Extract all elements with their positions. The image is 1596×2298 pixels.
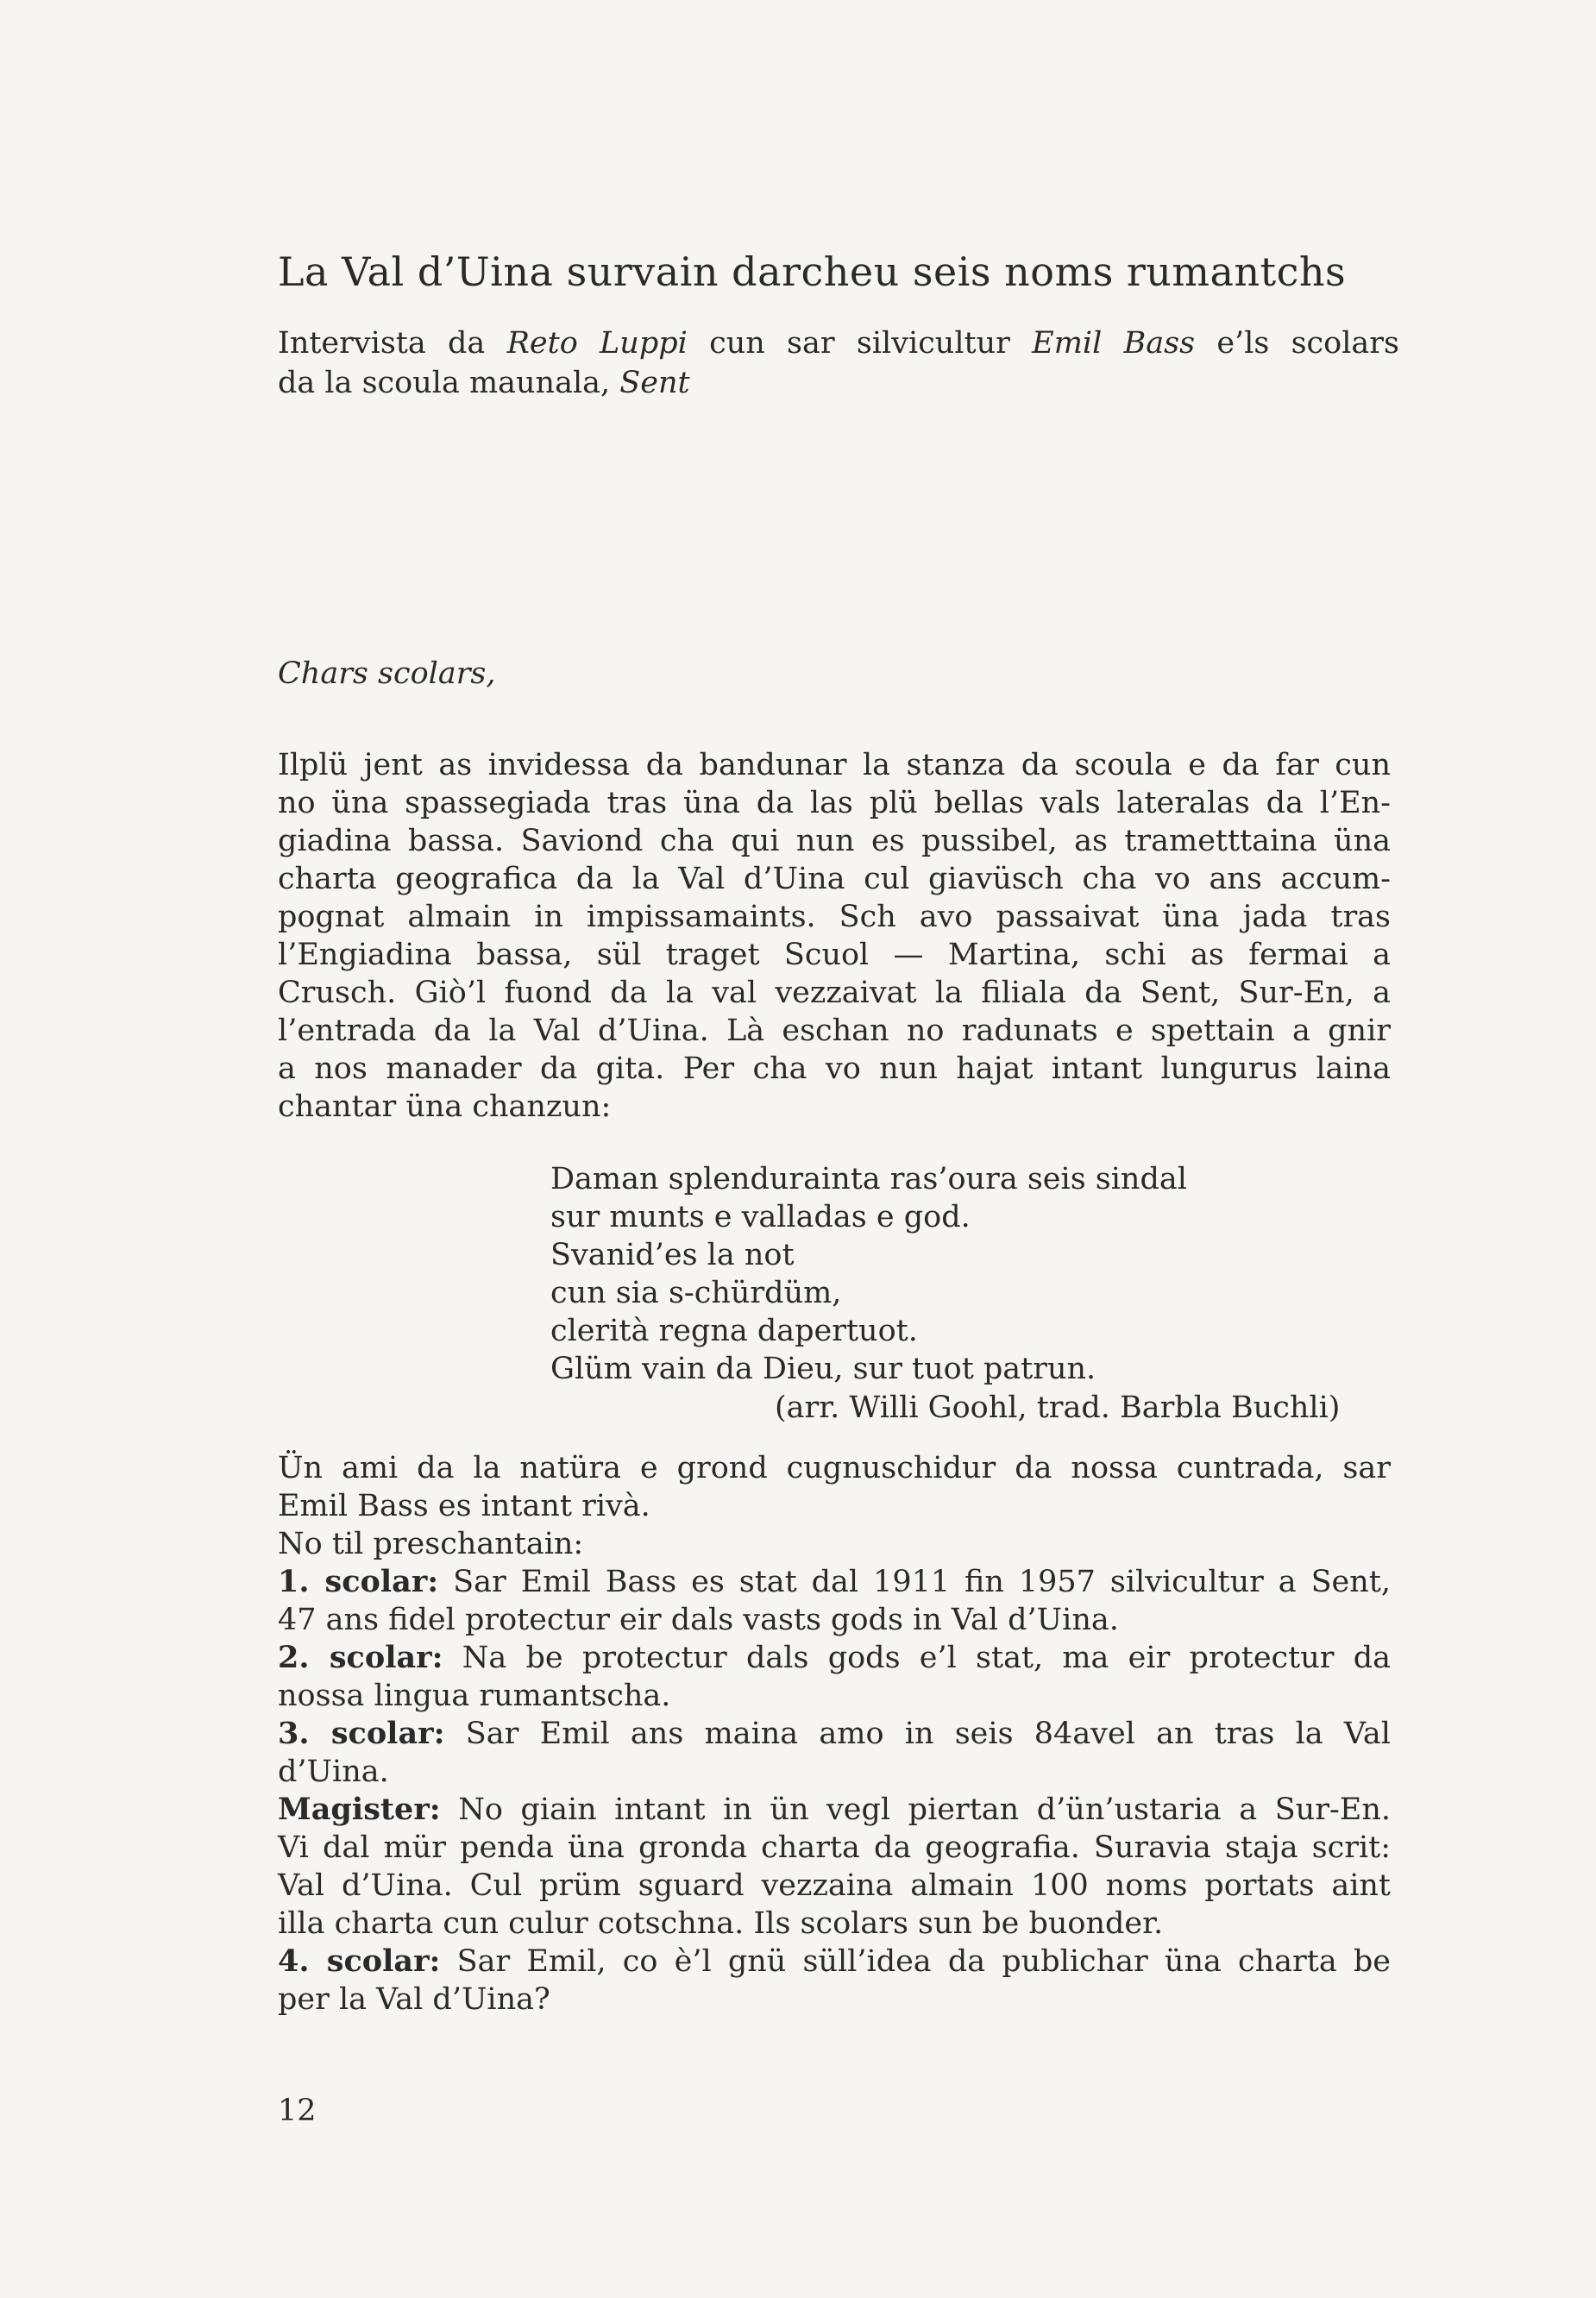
interviewer-name: Reto Luppi <box>506 326 688 361</box>
dialogue-text: 47 ans fidel protectur eir dals vasts gods in Val d’Uina. <box>278 1603 1119 1637</box>
subtitle-text: da la scoula maunala, <box>278 366 620 400</box>
dialogue-text: Vi dal mür penda üna gronda charta da geografia. Suravia staja scrit: <box>278 1830 1391 1865</box>
dialogue-text: Sar Emil, co è’l gnü süll’idea da publichar üna charta be <box>456 1944 1391 1979</box>
text-line: a nos manader da gita. Per cha vo nun hajat intant lungurus laina <box>278 1052 1391 1086</box>
text-line: Ilplü jent as invidessa da bandunar la stanza da scoula e da far cun <box>278 748 1391 782</box>
dialogue-text: Val d’Uina. Cul prüm sguard vezzaina almain 100 noms portats aint <box>278 1868 1391 1903</box>
song-attribution: (arr. Willi Goohl, trad. Barbla Buchli) <box>775 1391 1341 1425</box>
lyric-line: clerità regna dapertuot. <box>550 1314 918 1348</box>
dialogue-text: Na be protectur dals gods e’l stat, ma eir protectur da <box>462 1641 1391 1675</box>
dialogue-entry <box>278 1943 1391 2019</box>
subtitle-text: cun sar silvicultur <box>687 326 1033 361</box>
text-line: charta geografica da la Val d’Uina cul giavüsch cha vo ans accum- <box>278 862 1391 896</box>
text-line: no üna spassegiada tras üna da las plü bellas vals lateralas da l’En- <box>278 786 1391 820</box>
lyric-line: sur munts e valladas e god. <box>550 1200 971 1234</box>
dialogue-entry <box>278 1639 1391 1715</box>
lyric-line: Daman splendurainta ras’oura seis sindal <box>550 1162 1187 1196</box>
lyric-line: cun sia s-chürdüm, <box>550 1276 842 1310</box>
dialogue-text: nossa lingua rumantscha. <box>278 1679 671 1713</box>
interviewee-name: Emil Bass <box>1032 326 1196 361</box>
text-line: Emil Bass es intant rivà. <box>278 1489 650 1523</box>
speaker-label: 1. scolar: <box>278 1564 439 1599</box>
dialogue-text: d’Uina. <box>278 1755 389 1789</box>
subtitle-text: e’ls scolars <box>1195 326 1399 361</box>
text-line: l’Engiadina bassa, sül traget Scuol — Martina, schi as fermai a <box>278 938 1391 972</box>
text-line: Ün ami da la natüra e grond cugnuschidur da nossa cuntrada, sar <box>278 1451 1391 1485</box>
page-number: 12 <box>278 2094 317 2128</box>
dialogue-text: Sar Emil Bass es stat dal 1911 fin 1957 silvicultur a Sent, <box>453 1565 1392 1599</box>
speaker-label: 4. scolar: <box>278 1943 441 1979</box>
dialogue-entry <box>278 1715 1391 1791</box>
salutation: Chars scolars, <box>278 656 496 691</box>
text-line: giadina bassa. Saviond cha qui nun es pussibel, as trametttaina üna <box>278 824 1391 858</box>
paragraph-intro <box>278 746 1391 1126</box>
intro-line: No til preschantain: <box>278 1527 584 1561</box>
text-line: chantar üna chanzun: <box>278 1089 612 1124</box>
dialogue-text: per la Val d’Uina? <box>278 1982 550 2017</box>
dialogue-text: illa charta cun culur cotschna. Ils scolars sun be buonder. <box>278 1906 1164 1941</box>
dialogue-text: Sar Emil ans maina amo in seis 84avel an tras la Val <box>465 1717 1391 1751</box>
article-subtitle <box>278 323 1399 403</box>
dialogue-entry <box>278 1563 1391 1639</box>
text-line: pognat almain in impissamaints. Sch avo passaivat üna jada tras <box>278 900 1391 934</box>
lyric-line: Glüm vain da Dieu, sur tuot patrun. <box>550 1352 1096 1386</box>
lyric-line: Svanid’es la not <box>550 1238 795 1272</box>
song-lyrics <box>550 1160 1187 1388</box>
paragraph-arrival <box>278 1449 1391 1563</box>
dialogue-entry <box>278 1791 1391 1943</box>
speaker-label: 2. scolar: <box>278 1640 443 1675</box>
speaker-label: Magister: <box>278 1792 441 1827</box>
speaker-label: 3. scolar: <box>278 1716 445 1751</box>
text-line: Crusch. Giò’l fuond da la val vezzaivat la filiala da Sent, Sur-En, a <box>278 976 1391 1010</box>
place-name: Sent <box>619 366 690 400</box>
subtitle-text: Intervista da <box>278 326 507 361</box>
text-line: l’entrada da la Val d’Uina. Là eschan no radunats e spettain a gnir <box>278 1014 1391 1048</box>
dialogue-text: No giain intant in ün vegl piertan d’ün’ustaria a Sur-En. <box>458 1793 1391 1827</box>
article-title: La Val d’Uina survain darcheu seis noms rumantchs <box>278 248 1347 295</box>
